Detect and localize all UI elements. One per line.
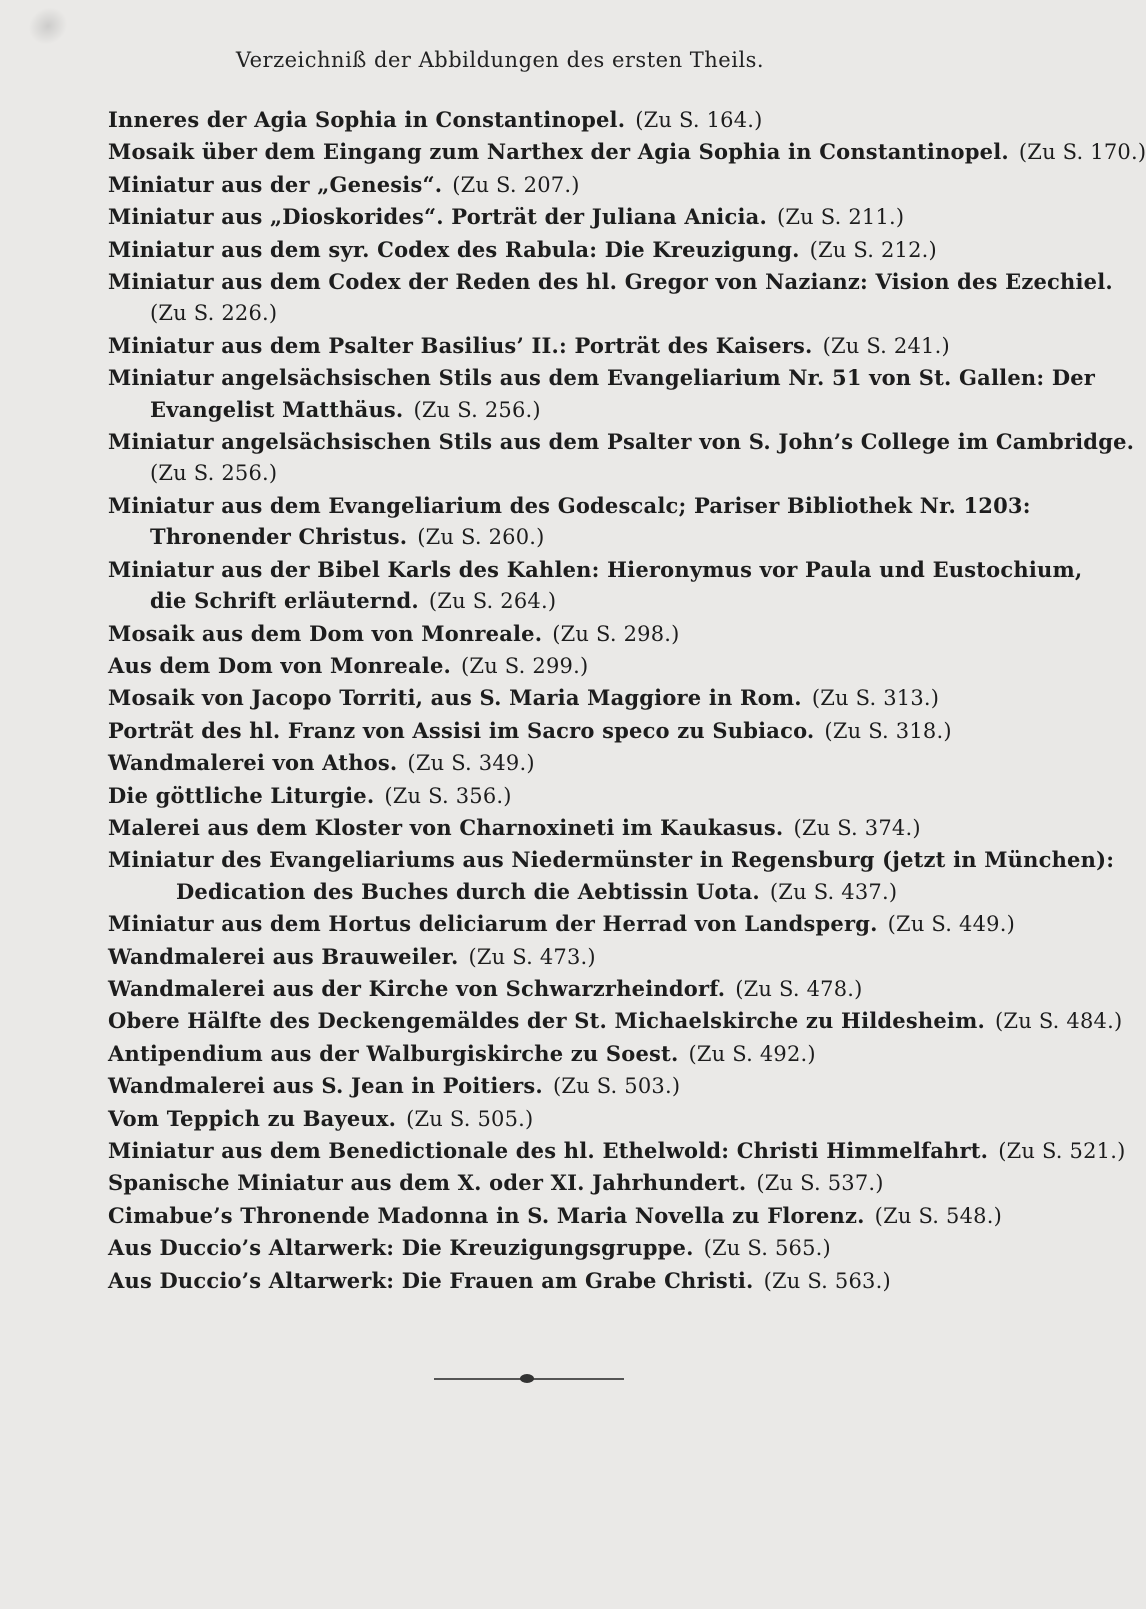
page-reference: (Zu S. 548.) xyxy=(874,1203,1002,1228)
page-reference: (Zu S. 226.) xyxy=(150,301,278,326)
entry-title xyxy=(108,490,1031,521)
entry-text: Dedication des Buches durch die Aebtissin Uota. xyxy=(176,878,760,904)
entry-text: Spanische Miniatur aus dem X. oder XI. Jahrhundert. xyxy=(108,1170,747,1196)
list-item xyxy=(108,812,958,844)
entry-title xyxy=(108,362,1096,393)
entry-text: Miniatur angelsächsischen Stils aus dem Psalter von S. John’s College im Cambridge. xyxy=(108,429,1135,455)
list-item xyxy=(108,1070,958,1102)
entry-title xyxy=(108,234,958,266)
page-reference: (Zu S. 349.) xyxy=(407,751,535,776)
entry-text: Miniatur angelsächsischen Stils aus dem Evangeliarium Nr. 51 von St. Gallen: Der xyxy=(108,365,1096,391)
page-reference: (Zu S. 503.) xyxy=(552,1074,681,1099)
page-reference: (Zu S. 264.) xyxy=(428,589,557,614)
list-item xyxy=(108,1265,958,1297)
entry-text: Vom Teppich zu Bayeux. xyxy=(108,1105,397,1131)
entry-text: Wandmalerei aus der Kirche von Schwarzrheindorf. xyxy=(108,975,726,1001)
entry-text: Porträt des hl. Franz von Assisi im Sacro speco zu Subiaco. xyxy=(108,717,815,743)
list-item xyxy=(108,1167,958,1199)
paper-smudge xyxy=(21,0,74,52)
entry-text: die Schrift erläuternd. xyxy=(150,588,419,614)
entry-title xyxy=(108,1265,958,1297)
entry-title-continuation xyxy=(108,876,958,908)
entry-text: Aus Duccio’s Altarwerk: Die Kreuzigungsgruppe. xyxy=(108,1235,694,1261)
entry-text: Mosaik über dem Eingang zum Narthex der Agia Sophia in Constantinopel. xyxy=(108,139,1009,165)
entry-title xyxy=(108,973,958,1005)
list-item xyxy=(108,169,958,201)
entry-title xyxy=(108,1167,958,1199)
entry-text: Thronender Christus. xyxy=(150,524,408,550)
entry-text: Antipendium aus der Walburgiskirche zu Soest. xyxy=(108,1040,679,1066)
page-reference: (Zu S. 318.) xyxy=(824,718,952,743)
page-reference: (Zu S. 241.) xyxy=(822,333,950,358)
running-head: Verzeichniß der Abbildungen des ersten Theils. xyxy=(235,48,765,72)
entry-text: Miniatur des Evangeliariums aus Niedermünster in Regensburg (jetzt in München): xyxy=(108,847,1115,873)
entry-title xyxy=(108,1103,958,1135)
page-reference: (Zu S. 563.) xyxy=(763,1268,891,1293)
closing-rule-ornament xyxy=(520,1374,534,1383)
entry-text: Obere Hälfte des Deckengemäldes der St. Michaelskirche zu Hildesheim. xyxy=(108,1008,986,1034)
entry-text: Miniatur aus dem Psalter Basilius’ II.: Porträt des Kaisers. xyxy=(108,332,813,358)
list-item xyxy=(108,266,1113,330)
list-item xyxy=(108,1135,1126,1167)
page-reference: (Zu S. 260.) xyxy=(417,525,545,550)
entry-title xyxy=(108,1232,958,1264)
list-item xyxy=(108,973,958,1005)
entry-title-continuation xyxy=(108,457,958,489)
entry-title xyxy=(108,1200,1002,1232)
list-item xyxy=(108,650,958,682)
list-item xyxy=(108,941,958,973)
entry-text: Mosaik aus dem Dom von Monreale. xyxy=(108,620,543,646)
entry-title xyxy=(108,844,1115,875)
entry-title-continuation xyxy=(108,297,958,329)
page-reference: (Zu S. 356.) xyxy=(384,783,512,808)
list-item xyxy=(108,426,1135,490)
entry-text: Die göttliche Liturgie. xyxy=(108,782,375,808)
entry-text: Aus dem Dom von Monreale. xyxy=(108,652,452,678)
page-reference: (Zu S. 437.) xyxy=(769,879,898,904)
page-reference: (Zu S. 164.) xyxy=(635,108,763,132)
entry-title-continuation xyxy=(108,521,958,553)
entry-text: Miniatur aus der Bibel Karls des Kahlen: Hieronymus vor Paula und Eustochium, xyxy=(108,556,1083,582)
entry-text: Cimabue’s Thronende Madonna in S. Maria Novella zu Florenz. xyxy=(108,1202,865,1228)
list-item xyxy=(108,1005,1123,1037)
entry-text: Miniatur aus dem syr. Codex des Rabula: Die Kreuzigung. xyxy=(108,236,800,262)
entry-title xyxy=(108,136,1146,168)
list-item xyxy=(108,362,1096,426)
entry-title xyxy=(108,1135,1126,1167)
entry-title xyxy=(108,1005,1123,1037)
entry-title xyxy=(108,426,1135,457)
entry-title xyxy=(108,682,958,714)
list-item xyxy=(108,1200,1002,1232)
page-reference: (Zu S. 212.) xyxy=(809,237,937,262)
entry-text: Wandmalerei aus S. Jean in Poitiers. xyxy=(108,1073,543,1099)
page-reference: (Zu S. 537.) xyxy=(756,1171,884,1196)
list-item xyxy=(108,1038,958,1070)
list-item xyxy=(108,234,958,266)
entry-title xyxy=(108,1070,958,1102)
page-reference: (Zu S. 256.) xyxy=(413,397,541,422)
entry-title xyxy=(108,554,1083,585)
list-item xyxy=(108,330,958,362)
list-item xyxy=(108,1103,958,1135)
entry-text: Evangelist Matthäus. xyxy=(150,396,404,422)
page-reference: (Zu S. 473.) xyxy=(468,944,596,969)
page-reference: (Zu S. 492.) xyxy=(688,1041,816,1066)
page-reference: (Zu S. 449.) xyxy=(887,912,1015,937)
page-reference: (Zu S. 478.) xyxy=(735,976,863,1001)
entry-text: Miniatur aus dem Hortus deliciarum der Herrad von Landsperg. xyxy=(108,911,878,937)
entry-text: Aus Duccio’s Altarwerk: Die Frauen am Grabe Christi. xyxy=(108,1267,754,1293)
entry-title xyxy=(108,330,958,362)
entry-text: Malerei aus dem Kloster von Charnoxineti im Kaukasus. xyxy=(108,814,784,840)
entry-text: Miniatur aus der „Genesis“. xyxy=(108,171,443,197)
page-reference: (Zu S. 299.) xyxy=(461,653,589,678)
list-item xyxy=(108,1232,958,1264)
list-item xyxy=(108,136,1146,168)
list-item xyxy=(108,554,1083,618)
list-item xyxy=(108,201,958,233)
entry-title xyxy=(108,266,1113,297)
entry-title xyxy=(108,941,958,973)
page-reference: (Zu S. 207.) xyxy=(452,172,580,197)
entry-title xyxy=(108,715,958,747)
page-reference: (Zu S. 565.) xyxy=(703,1236,831,1261)
page-reference: (Zu S. 484.) xyxy=(995,1009,1123,1034)
entry-title xyxy=(108,201,958,233)
entry-title xyxy=(108,618,958,650)
list-item xyxy=(108,715,958,747)
entry-text: Inneres der Agia Sophia in Constantinopel. xyxy=(108,107,626,132)
page-reference: (Zu S. 256.) xyxy=(150,461,278,486)
entry-title xyxy=(108,1038,958,1070)
entry-title xyxy=(108,104,958,136)
entry-text: Miniatur aus dem Evangeliarium des Godescalc; Pariser Bibliothek Nr. 1203: xyxy=(108,492,1031,518)
list-item xyxy=(108,682,958,714)
list-item xyxy=(108,747,958,779)
list-item xyxy=(108,104,958,136)
entry-title xyxy=(108,747,958,779)
list-item xyxy=(108,780,958,812)
entry-title xyxy=(108,650,958,682)
entry-title-continuation xyxy=(108,394,958,426)
entry-title-continuation xyxy=(108,585,958,617)
page-reference: (Zu S. 170.) xyxy=(1018,140,1146,165)
list-item xyxy=(108,490,1031,554)
entry-title xyxy=(108,908,1015,940)
entry-title xyxy=(108,780,958,812)
entry-text: Miniatur aus „Dioskorides“. Porträt der Juliana Anicia. xyxy=(108,204,767,230)
list-item xyxy=(108,844,1115,908)
entry-text: Wandmalerei von Athos. xyxy=(108,750,398,776)
list-item xyxy=(108,618,958,650)
page-reference: (Zu S. 211.) xyxy=(776,205,905,230)
entry-text: Miniatur aus dem Codex der Reden des hl. Gregor von Nazianz: Vision des Ezechiel. xyxy=(108,269,1113,295)
entry-title xyxy=(108,812,958,844)
page-reference: (Zu S. 298.) xyxy=(552,621,680,646)
entry-text: Wandmalerei aus Brauweiler. xyxy=(108,943,459,969)
page-reference: (Zu S. 505.) xyxy=(406,1106,534,1131)
page-reference: (Zu S. 374.) xyxy=(793,815,921,840)
list-item xyxy=(108,908,1015,940)
entry-text: Miniatur aus dem Benedictionale des hl. Ethelwold: Christi Himmelfahrt. xyxy=(108,1138,989,1163)
page-reference: (Zu S. 521.) xyxy=(998,1139,1126,1163)
page-reference: (Zu S. 313.) xyxy=(811,686,940,711)
figure-list xyxy=(108,104,1146,1297)
entry-text: Mosaik von Jacopo Torriti, aus S. Maria Maggiore in Rom. xyxy=(108,685,802,711)
entry-title xyxy=(108,169,958,201)
